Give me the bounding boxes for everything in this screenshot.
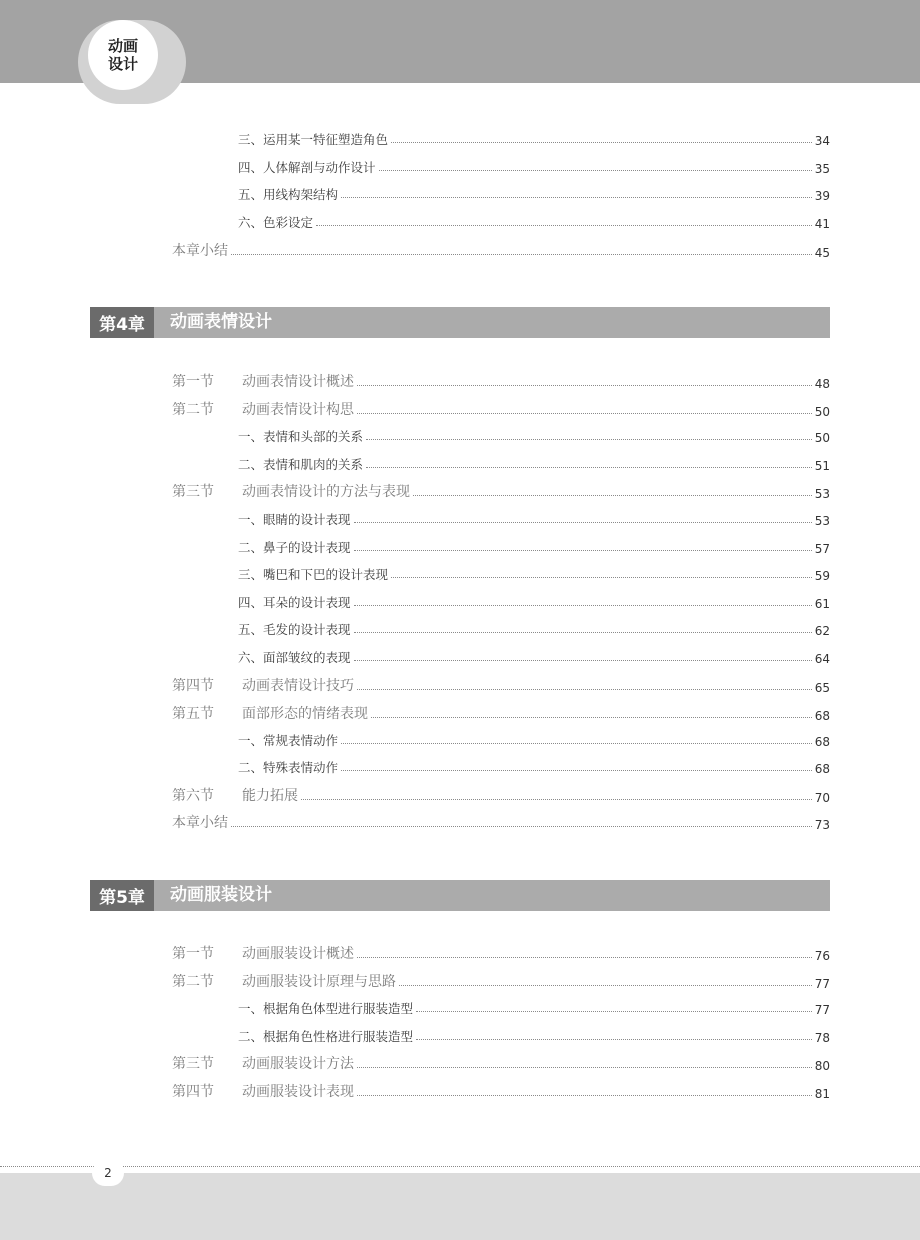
section-title: 面部形态的情绪表现 bbox=[242, 706, 368, 722]
toc-entry-label bbox=[172, 971, 396, 991]
toc-page-number: 50 bbox=[814, 431, 830, 445]
toc-entry-label: 三、运用某一特征塑造角色 bbox=[238, 132, 389, 147]
section-number: 第二节 bbox=[172, 402, 214, 418]
toc-entry[interactable] bbox=[172, 675, 830, 695]
toc-leader-dots bbox=[357, 413, 812, 414]
toc-page-number: 59 bbox=[814, 569, 830, 583]
toc-entry[interactable] bbox=[172, 943, 830, 963]
section-number: 第二节 bbox=[172, 974, 214, 990]
badge-line-2: 设计 bbox=[107, 55, 138, 73]
toc-entry[interactable] bbox=[238, 646, 830, 666]
chapter-number: 第4章 bbox=[90, 307, 154, 338]
chapter-title: 动画服装设计 bbox=[170, 885, 272, 905]
toc-leader-dots bbox=[371, 717, 812, 718]
toc-page-number: 39 bbox=[814, 189, 830, 203]
toc-leader-dots bbox=[354, 522, 812, 523]
toc-page-number: 53 bbox=[814, 514, 830, 528]
toc-leader-dots bbox=[357, 689, 812, 690]
section-number: 第三节 bbox=[172, 484, 214, 500]
section-number: 第五节 bbox=[172, 706, 214, 722]
toc-page-number: 53 bbox=[814, 487, 830, 501]
toc-leader-dots bbox=[413, 495, 812, 496]
toc-entry-label bbox=[172, 675, 354, 695]
toc-entry-label bbox=[172, 1081, 354, 1101]
toc-page-number: 80 bbox=[814, 1059, 830, 1073]
toc-leader-dots bbox=[399, 985, 812, 986]
toc-entry-label: 本章小结 bbox=[172, 815, 228, 831]
toc-entry-label: 二、根据角色性格进行服装造型 bbox=[238, 1029, 414, 1044]
toc-entry-label bbox=[172, 1053, 354, 1073]
toc-page-number: 51 bbox=[814, 459, 830, 473]
footer-dotted-rule bbox=[0, 1166, 920, 1167]
toc-entry-label bbox=[172, 943, 354, 963]
toc-entry-label: 一、常规表情动作 bbox=[238, 733, 339, 748]
toc-page-number: 35 bbox=[814, 162, 830, 176]
toc-entry[interactable] bbox=[238, 156, 830, 176]
page-number: 2 bbox=[92, 1160, 124, 1186]
section-title: 能力拓展 bbox=[242, 788, 298, 804]
toc-entry[interactable] bbox=[172, 1053, 830, 1073]
section-title: 动画服装设计方法 bbox=[242, 1056, 354, 1072]
toc-leader-dots bbox=[341, 770, 812, 771]
chapter-4-heading[interactable] bbox=[90, 307, 830, 338]
toc-leader-dots bbox=[357, 1067, 812, 1068]
toc-leader-dots bbox=[357, 1095, 812, 1096]
toc-page-number: 34 bbox=[814, 134, 830, 148]
toc-page-number: 48 bbox=[814, 377, 830, 391]
book-title-badge bbox=[88, 20, 158, 90]
toc-page-number: 73 bbox=[814, 818, 830, 832]
toc-entry[interactable] bbox=[238, 997, 830, 1017]
toc-entry-label bbox=[172, 703, 368, 723]
toc-leader-dots bbox=[416, 1011, 812, 1012]
toc-entry[interactable] bbox=[238, 1025, 830, 1045]
toc-page-number: 68 bbox=[814, 762, 830, 776]
toc-entry[interactable] bbox=[238, 563, 830, 583]
toc-entry-label bbox=[172, 785, 298, 805]
toc-leader-dots bbox=[379, 170, 812, 171]
toc-entry[interactable] bbox=[172, 371, 830, 391]
footer-band bbox=[0, 1173, 920, 1240]
toc-page-number: 62 bbox=[814, 624, 830, 638]
toc-leader-dots bbox=[366, 439, 812, 440]
toc-leader-dots bbox=[354, 632, 812, 633]
toc-entry[interactable] bbox=[238, 536, 830, 556]
toc-entry[interactable] bbox=[172, 1081, 830, 1101]
toc-leader-dots bbox=[354, 660, 812, 661]
toc-entry[interactable] bbox=[238, 591, 830, 611]
toc-entry[interactable] bbox=[172, 971, 830, 991]
toc-entry[interactable] bbox=[238, 453, 830, 473]
toc-entry-label: 三、嘴巴和下巴的设计表现 bbox=[238, 567, 389, 582]
toc-page-number: 77 bbox=[814, 1003, 830, 1017]
toc-leader-dots bbox=[231, 254, 812, 255]
section-title: 动画表情设计构思 bbox=[242, 402, 354, 418]
toc-leader-dots bbox=[231, 826, 812, 827]
toc-entry-label bbox=[172, 481, 410, 501]
section-number: 第四节 bbox=[172, 678, 214, 694]
section-number: 第四节 bbox=[172, 1084, 214, 1100]
toc-leader-dots bbox=[357, 957, 812, 958]
toc-entry-label: 二、鼻子的设计表现 bbox=[238, 540, 351, 555]
toc-entry-label: 一、眼睛的设计表现 bbox=[238, 512, 351, 527]
section-number: 第一节 bbox=[172, 374, 214, 390]
toc-page-number: 64 bbox=[814, 652, 830, 666]
toc-page-number: 57 bbox=[814, 542, 830, 556]
toc-leader-dots bbox=[301, 799, 812, 800]
toc-entry[interactable] bbox=[238, 618, 830, 638]
toc-entry[interactable] bbox=[238, 756, 830, 776]
toc-page-number: 50 bbox=[814, 405, 830, 419]
chapter-title: 动画表情设计 bbox=[170, 312, 272, 332]
toc-entry-label: 六、面部皱纹的表现 bbox=[238, 650, 351, 665]
toc-entry[interactable] bbox=[238, 128, 830, 148]
toc-entry[interactable] bbox=[172, 399, 830, 419]
toc-page-number: 78 bbox=[814, 1031, 830, 1045]
toc-entry[interactable] bbox=[172, 481, 830, 501]
toc-entry[interactable] bbox=[238, 508, 830, 528]
toc-leader-dots bbox=[316, 225, 812, 226]
section-title: 动画服装设计表现 bbox=[242, 1084, 354, 1100]
toc-page-number: 61 bbox=[814, 597, 830, 611]
toc-page-number: 81 bbox=[814, 1087, 830, 1101]
toc-page-number: 68 bbox=[814, 735, 830, 749]
toc-entry-label: 本章小结 bbox=[172, 243, 228, 259]
toc-page-number: 45 bbox=[814, 246, 830, 260]
toc-entry-label: 二、特殊表情动作 bbox=[238, 760, 339, 775]
toc-entry-label: 五、毛发的设计表现 bbox=[238, 622, 351, 637]
toc-entry[interactable] bbox=[172, 703, 830, 723]
toc-entry-label: 五、用线构架结构 bbox=[238, 187, 339, 202]
section-number: 第三节 bbox=[172, 1056, 214, 1072]
toc-entry[interactable] bbox=[238, 211, 830, 231]
toc-page-number: 76 bbox=[814, 949, 830, 963]
toc-entry-label: 一、根据角色体型进行服装造型 bbox=[238, 1001, 414, 1016]
toc-entry[interactable] bbox=[172, 785, 830, 805]
section-title: 动画表情设计概述 bbox=[242, 374, 354, 390]
toc-page-number: 70 bbox=[814, 791, 830, 805]
toc-page-number: 68 bbox=[814, 709, 830, 723]
toc-entry-label: 六、色彩设定 bbox=[238, 215, 314, 230]
section-title: 动画表情设计的方法与表现 bbox=[242, 484, 410, 500]
toc-leader-dots bbox=[341, 743, 812, 744]
toc-entry-label bbox=[172, 399, 354, 419]
toc-page-number: 65 bbox=[814, 681, 830, 695]
toc-entry-label bbox=[172, 371, 354, 391]
section-title: 动画表情设计技巧 bbox=[242, 678, 354, 694]
chapter-number: 第5章 bbox=[90, 880, 154, 911]
section-number: 第六节 bbox=[172, 788, 214, 804]
toc-entry-label: 一、表情和头部的关系 bbox=[238, 429, 364, 444]
toc-entry[interactable] bbox=[238, 425, 830, 445]
chapter-5-heading[interactable] bbox=[90, 880, 830, 911]
section-number: 第一节 bbox=[172, 946, 214, 962]
badge-line-1: 动画 bbox=[107, 37, 138, 55]
toc-leader-dots bbox=[354, 605, 812, 606]
toc-leader-dots bbox=[341, 197, 812, 198]
toc-leader-dots bbox=[391, 142, 812, 143]
toc-leader-dots bbox=[391, 577, 812, 578]
toc-entry-label: 四、人体解剖与动作设计 bbox=[238, 160, 376, 175]
toc-leader-dots bbox=[354, 550, 812, 551]
section-title: 动画服装设计原理与思路 bbox=[242, 974, 396, 990]
toc-page-number: 41 bbox=[814, 217, 830, 231]
toc-leader-dots bbox=[366, 467, 812, 468]
toc-page-number: 77 bbox=[814, 977, 830, 991]
toc-entry[interactable] bbox=[238, 729, 830, 749]
toc-leader-dots bbox=[357, 385, 812, 386]
toc-entry-label: 二、表情和肌肉的关系 bbox=[238, 457, 364, 472]
toc-entry[interactable] bbox=[238, 183, 830, 203]
toc-leader-dots bbox=[416, 1039, 812, 1040]
section-title: 动画服装设计概述 bbox=[242, 946, 354, 962]
toc-entry[interactable] bbox=[172, 812, 830, 832]
toc-entry[interactable] bbox=[172, 240, 830, 260]
toc-entry-label: 四、耳朵的设计表现 bbox=[238, 595, 351, 610]
